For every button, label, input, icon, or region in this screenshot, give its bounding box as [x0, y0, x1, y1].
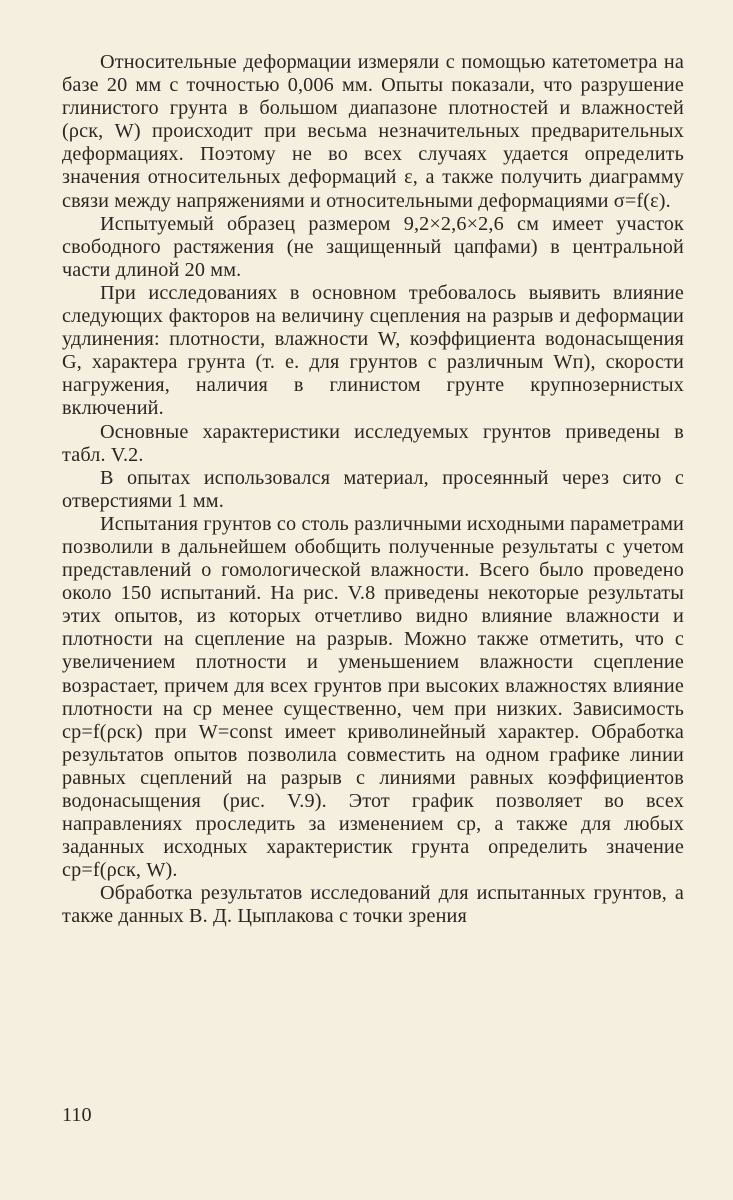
paragraph-3: При исследованиях в основном требовалось выявить влияние следующих факторов на величину сцепления на разрыв и деформации удлинения: плотности, влажности W, коэффициента водонасыщения G, характера грунта (т. е. для грунтов с различным Wп), скорости нагружения, наличия в глинистом грунте крупнозернистых включений. — [62, 281, 684, 420]
paragraph-6: Испытания грунтов со столь различными исходными параметрами позволили в дальнейшем обобщить полученные результаты с учетом представлений о гомологической влажности. Всего было проведено около 150 испытаний. На рис. V.8 приведены некоторые результаты этих опытов, из которых отчетливо видно влияние влажности и плотности на сцепление на разрыв. Можно также отметить, что с увеличением плотности и уменьшением влажности сцепление возрастает, причем для всех грунтов при высоких влажностях влияние плотности на cр менее существенно, чем при низких. Зависимость cр=f(ρск) при W=const имеет криволинейный характер. Обработка результатов опытов позволила совместить на одном графике линии равных сцеплений на разрыв с линиями равных коэффициентов водонасыщения (рис. V.9). Этот график позволяет во всех направлениях проследить за изменением cр, а также для любых заданных исходных характеристик грунта определить значение cр=f(ρск, W). — [62, 512, 684, 882]
body-text — [62, 51, 684, 929]
paragraph-5: В опытах использовался материал, просеянный через сито с отверстиями 1 мм. — [62, 466, 684, 512]
paragraph-7: Обработка результатов исследований для испытанных грунтов, а также данных В. Д. Цыплакова с точки зрения — [62, 882, 684, 928]
paragraph-4: Основные характеристики исследуемых грунтов приведены в табл. V.2. — [62, 420, 684, 466]
page-number: 110 — [62, 1104, 92, 1126]
paragraph-2: Испытуемый образец размером 9,2×2,6×2,6 см имеет участок свободного растяжения (не защищенный цапфами) в центральной части длиной 20 мм. — [62, 212, 684, 281]
paragraph-1: Относительные деформации измеряли с помощью катетометра на базе 20 мм с точностью 0,006 мм. Опыты показали, что разрушение глинистого грунта в большом диапазоне плотностей и влажностей (ρск, W) происходит при весьма незначительных предварительных деформациях. Поэтому не во всех случаях удается определить значения относительных деформаций ε, а также получить диаграмму связи между напряжениями и относительными деформациями σ=f(ε). — [62, 51, 684, 212]
